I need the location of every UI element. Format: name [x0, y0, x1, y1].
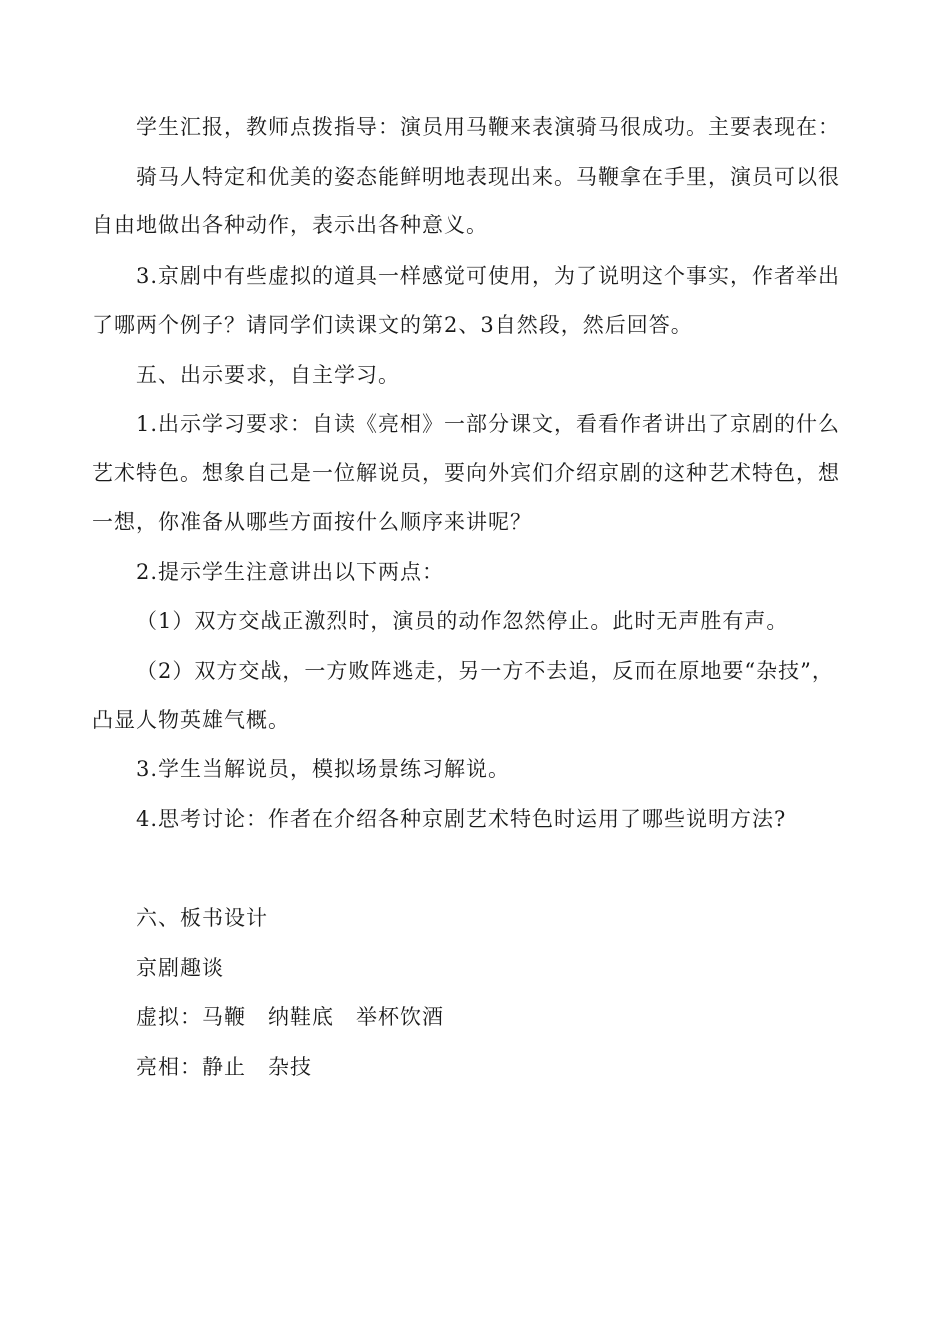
paragraph-line: 凸显人物英雄气概。 — [92, 708, 290, 732]
paragraph-line: （1）双方交战正激烈时，演员的动作忽然停止。此时无声胜有声。 — [136, 609, 789, 633]
section-heading: 五、出示要求，自主学习。 — [136, 363, 400, 387]
paragraph-line: 一想，你准备从哪些方面按什么顺序来讲呢？ — [92, 510, 532, 534]
paragraph-line: 骑马人特定和优美的姿态能鲜明地表现出来。马鞭拿在手里，演员可以很 — [136, 165, 840, 189]
paragraph-line: 2.提示学生注意讲出以下两点： — [136, 560, 445, 584]
paragraph-line: 3.京剧中有些虚拟的道具一样感觉可使用，为了说明这个事实，作者举出 — [136, 264, 841, 288]
blackboard-title: 京剧趣谈 — [136, 956, 224, 980]
paragraph-line: 1.出示学习要求：自读《亮相》一部分课文，看看作者讲出了京剧的什么 — [136, 412, 841, 436]
paragraph-line: 自由地做出各种动作，表示出各种意义。 — [92, 213, 488, 237]
paragraph-line: 学生汇报，教师点拨指导：演员用马鞭来表演骑马很成功。主要表现在： — [136, 115, 840, 139]
paragraph-line: 艺术特色。想象自己是一位解说员，要向外宾们介绍京剧的这种艺术特色，想 — [92, 461, 840, 485]
paragraph-line: 3.学生当解说员，模拟场景练习解说。 — [136, 757, 511, 781]
paragraph-line: （2）双方交战，一方败阵逃走，另一方不去追，反而在原地要“杂技”， — [136, 659, 834, 683]
paragraph-line: 4.思考讨论：作者在介绍各种京剧艺术特色时运用了哪些说明方法? — [136, 807, 787, 831]
blackboard-item: 虚拟：马鞭 纳鞋底 举杯饮酒 — [136, 1005, 444, 1029]
section-heading: 六、板书设计 — [136, 906, 268, 930]
paragraph-line: 了哪两个例子？请同学们读课文的第2、3自然段，然后回答。 — [92, 313, 693, 337]
blackboard-item: 亮相：静止 杂技 — [136, 1055, 312, 1079]
